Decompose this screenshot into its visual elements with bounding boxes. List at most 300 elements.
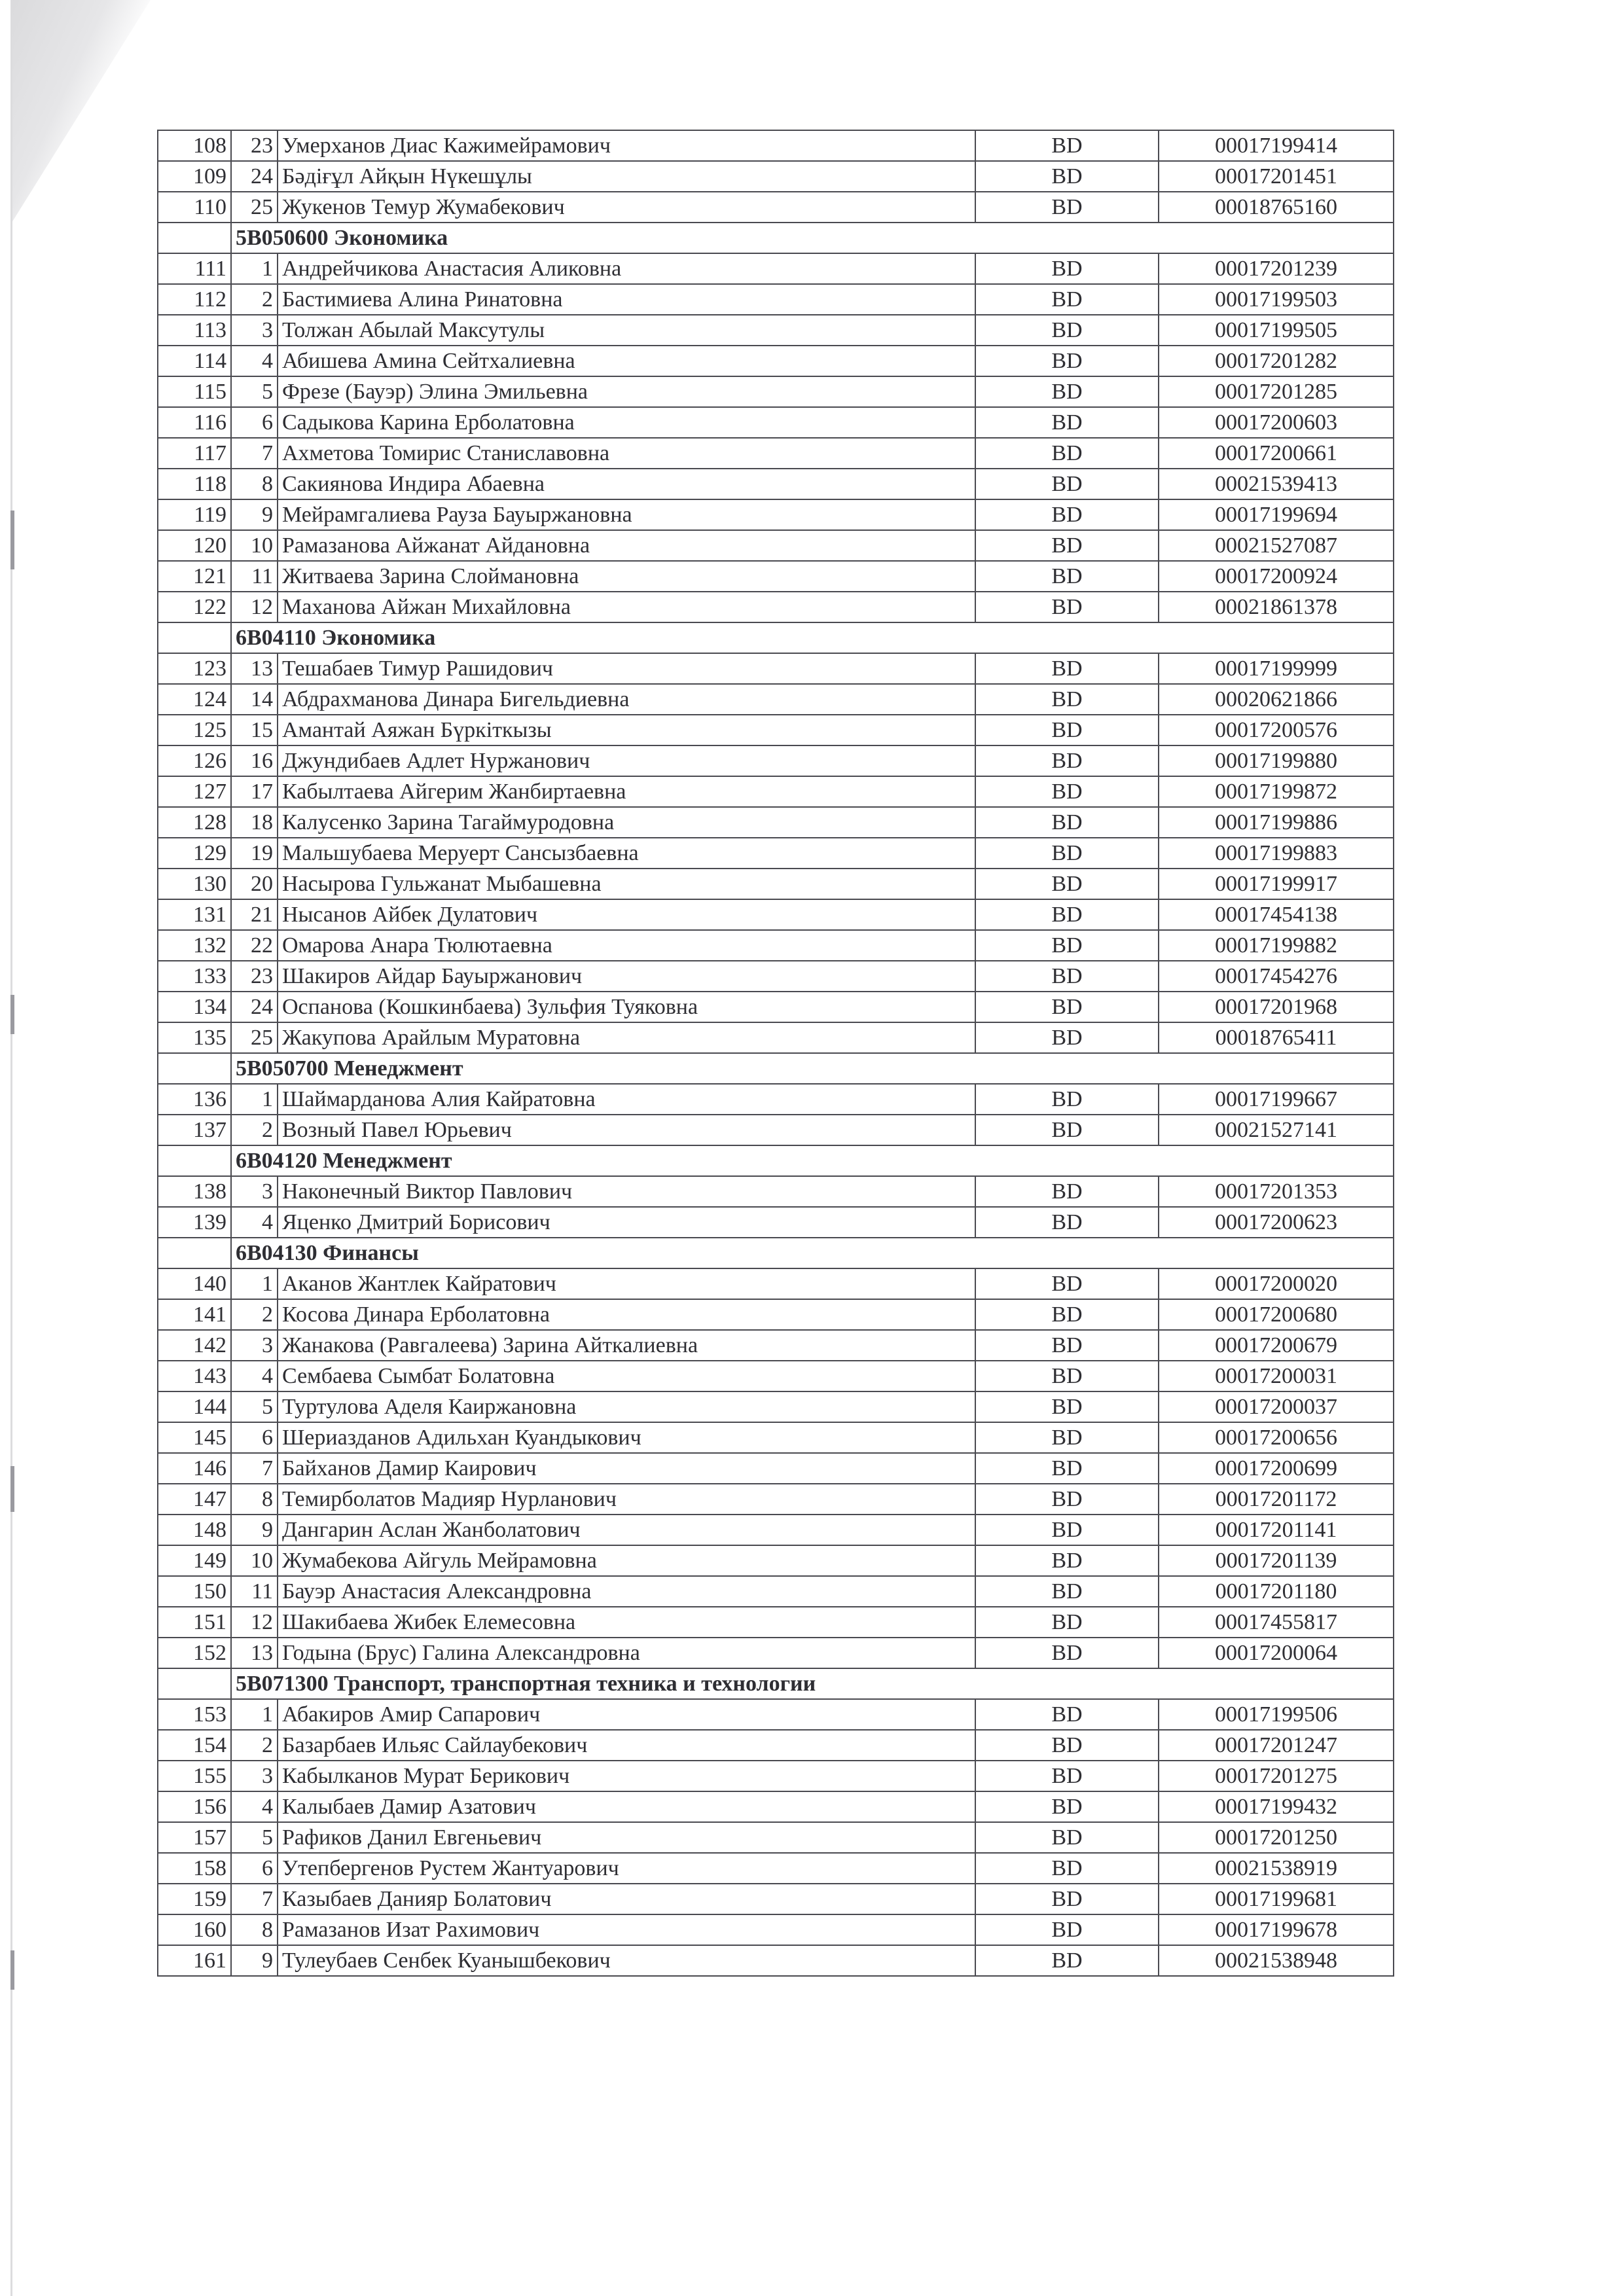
row-index-cell: 138 (158, 1176, 231, 1207)
grant-type-cell: BD (975, 1176, 1159, 1207)
row-index-cell: 109 (158, 161, 231, 192)
certificate-id-cell: 00017201239 (1159, 253, 1394, 284)
group-number-cell: 24 (231, 161, 278, 192)
group-number-cell: 4 (231, 1361, 278, 1391)
row-index-cell: 126 (158, 745, 231, 776)
row-index-cell: 108 (158, 130, 231, 161)
group-number-cell: 8 (231, 469, 278, 499)
row-index-cell: 128 (158, 807, 231, 838)
certificate-id-cell: 00017200924 (1159, 561, 1394, 592)
group-number-cell: 18 (231, 807, 278, 838)
student-name-cell: Маханова Айжан Михайловна (278, 592, 975, 622)
student-name-cell: Туртулова Аделя Каиржановна (278, 1391, 975, 1422)
table-row (158, 438, 1394, 469)
grant-type-cell: BD (975, 745, 1159, 776)
section-header-blank-cell (158, 622, 231, 653)
group-number-cell: 9 (231, 1515, 278, 1545)
table-row (158, 253, 1394, 284)
section-header-row (158, 1668, 1394, 1699)
group-number-cell: 25 (231, 1022, 278, 1053)
row-index-cell: 131 (158, 899, 231, 930)
grant-type-cell: BD (975, 346, 1159, 376)
table-row (158, 930, 1394, 961)
group-number-cell: 10 (231, 530, 278, 561)
group-number-cell: 3 (231, 1761, 278, 1791)
student-name-cell: Бауэр Анастасия Александровна (278, 1576, 975, 1607)
student-name-cell: Амантай Аяжан Бүркіткызы (278, 715, 975, 745)
grant-type-cell: BD (975, 1853, 1159, 1884)
table-row (158, 838, 1394, 869)
row-index-cell: 144 (158, 1391, 231, 1422)
grant-type-cell: BD (975, 807, 1159, 838)
group-number-cell: 2 (231, 284, 278, 315)
certificate-id-cell: 00017199505 (1159, 315, 1394, 346)
group-number-cell: 13 (231, 1638, 278, 1668)
grant-type-cell: BD (975, 838, 1159, 869)
student-name-cell: Калусенко Зарина Тагаймуродовна (278, 807, 975, 838)
row-index-cell: 156 (158, 1791, 231, 1822)
table-row (158, 1545, 1394, 1576)
section-header-blank-cell (158, 1145, 231, 1176)
grant-type-cell: BD (975, 1945, 1159, 1976)
certificate-id-cell: 00017201968 (1159, 992, 1394, 1022)
group-number-cell: 2 (231, 1115, 278, 1145)
student-name-cell: Дангарин Аслан Жанболатович (278, 1515, 975, 1545)
group-number-cell: 13 (231, 653, 278, 684)
table-row (158, 407, 1394, 438)
student-name-cell: Бастимиева Алина Ринатовна (278, 284, 975, 315)
grant-type-cell: BD (975, 1576, 1159, 1607)
grant-type-cell: BD (975, 530, 1159, 561)
row-index-cell: 151 (158, 1607, 231, 1638)
grant-type-cell: BD (975, 684, 1159, 715)
certificate-id-cell: 00017200603 (1159, 407, 1394, 438)
group-number-cell: 5 (231, 376, 278, 407)
group-number-cell: 22 (231, 930, 278, 961)
scan-mark (10, 511, 14, 569)
certificate-id-cell: 00017201141 (1159, 1515, 1394, 1545)
grant-type-cell: BD (975, 1761, 1159, 1791)
student-name-cell: Садыкова Карина Ерболатовна (278, 407, 975, 438)
grant-type-cell: BD (975, 1791, 1159, 1822)
table-row (158, 376, 1394, 407)
row-index-cell: 155 (158, 1761, 231, 1791)
group-number-cell: 9 (231, 1945, 278, 1976)
table-row (158, 1914, 1394, 1945)
group-number-cell: 7 (231, 438, 278, 469)
table-row (158, 592, 1394, 622)
table-row (158, 961, 1394, 992)
grant-type-cell: BD (975, 715, 1159, 745)
student-name-cell: Жумабекова Айгуль Мейрамовна (278, 1545, 975, 1576)
student-name-cell: Утепбергенов Рустем Жантуарович (278, 1853, 975, 1884)
row-index-cell: 132 (158, 930, 231, 961)
student-name-cell: Бәдіғұл Айқын Нүкешұлы (278, 161, 975, 192)
certificate-id-cell: 00017201172 (1159, 1484, 1394, 1515)
table-row (158, 1730, 1394, 1761)
table-row (158, 1791, 1394, 1822)
row-index-cell: 133 (158, 961, 231, 992)
student-name-cell: Годына (Брус) Галина Александровна (278, 1638, 975, 1668)
certificate-id-cell: 00017199678 (1159, 1914, 1394, 1945)
certificate-id-cell: 00017199503 (1159, 284, 1394, 315)
row-index-cell: 152 (158, 1638, 231, 1668)
certificate-id-cell: 00017200623 (1159, 1207, 1394, 1238)
row-index-cell: 125 (158, 715, 231, 745)
certificate-id-cell: 00017201250 (1159, 1822, 1394, 1853)
student-name-cell: Тешабаев Тимур Рашидович (278, 653, 975, 684)
grant-type-cell: BD (975, 1115, 1159, 1145)
grant-type-cell: BD (975, 1545, 1159, 1576)
group-number-cell: 19 (231, 838, 278, 869)
certificate-id-cell: 00017455817 (1159, 1607, 1394, 1638)
student-name-cell: Насырова Гульжанат Мыбашевна (278, 869, 975, 899)
group-number-cell: 6 (231, 407, 278, 438)
row-index-cell: 121 (158, 561, 231, 592)
grant-type-cell: BD (975, 315, 1159, 346)
group-number-cell: 3 (231, 1330, 278, 1361)
table-row (158, 776, 1394, 807)
group-number-cell: 5 (231, 1822, 278, 1853)
group-number-cell: 7 (231, 1453, 278, 1484)
certificate-id-cell: 00021538919 (1159, 1853, 1394, 1884)
section-header-title: 5В050600 Экономика (231, 223, 1394, 253)
certificate-id-cell: 00017199506 (1159, 1699, 1394, 1730)
grant-type-cell: BD (975, 930, 1159, 961)
group-number-cell: 6 (231, 1853, 278, 1884)
row-index-cell: 149 (158, 1545, 231, 1576)
student-name-cell: Аканов Жантлек Кайратович (278, 1268, 975, 1299)
grant-type-cell: BD (975, 1515, 1159, 1545)
row-index-cell: 154 (158, 1730, 231, 1761)
scan-mark (10, 1466, 14, 1512)
student-name-cell: Джундибаев Адлет Нуржанович (278, 745, 975, 776)
grant-type-cell: BD (975, 1607, 1159, 1638)
certificate-id-cell: 00017199414 (1159, 130, 1394, 161)
group-number-cell: 6 (231, 1422, 278, 1453)
grant-type-cell: BD (975, 130, 1159, 161)
certificate-id-cell: 00017199917 (1159, 869, 1394, 899)
group-number-cell: 10 (231, 1545, 278, 1576)
certificate-id-cell: 00017199880 (1159, 745, 1394, 776)
section-header-blank-cell (158, 223, 231, 253)
student-name-cell: Мальшубаева Меруерт Сансызбаевна (278, 838, 975, 869)
group-number-cell: 3 (231, 1176, 278, 1207)
table-row (158, 1484, 1394, 1515)
group-number-cell: 4 (231, 1791, 278, 1822)
certificate-id-cell: 00017200064 (1159, 1638, 1394, 1668)
row-index-cell: 158 (158, 1853, 231, 1884)
section-header-row (158, 1053, 1394, 1084)
row-index-cell: 111 (158, 253, 231, 284)
group-number-cell: 2 (231, 1299, 278, 1330)
row-index-cell: 157 (158, 1822, 231, 1853)
student-name-cell: Калыбаев Дамир Азатович (278, 1791, 975, 1822)
grant-type-cell: BD (975, 1422, 1159, 1453)
student-name-cell: Темирболатов Мадияр Нурланович (278, 1484, 975, 1515)
certificate-id-cell: 00017200680 (1159, 1299, 1394, 1330)
row-index-cell: 141 (158, 1299, 231, 1330)
certificate-id-cell: 00018765160 (1159, 192, 1394, 223)
row-index-cell: 136 (158, 1084, 231, 1115)
row-index-cell: 147 (158, 1484, 231, 1515)
certificate-id-cell: 00021527141 (1159, 1115, 1394, 1145)
student-name-cell: Жанакова (Равгалеева) Зарина Айткалиевна (278, 1330, 975, 1361)
row-index-cell: 142 (158, 1330, 231, 1361)
group-number-cell: 21 (231, 899, 278, 930)
group-number-cell: 23 (231, 130, 278, 161)
grant-type-cell: BD (975, 1084, 1159, 1115)
table-row (158, 899, 1394, 930)
grant-type-cell: BD (975, 438, 1159, 469)
student-name-cell: Рафиков Данил Евгеньевич (278, 1822, 975, 1853)
group-number-cell: 2 (231, 1730, 278, 1761)
row-index-cell: 153 (158, 1699, 231, 1730)
student-name-cell: Сембаева Сымбат Болатовна (278, 1361, 975, 1391)
student-name-cell: Оспанова (Кошкинбаева) Зульфия Туяковна (278, 992, 975, 1022)
table-row (158, 1761, 1394, 1791)
student-name-cell: Сакиянова Индира Абаевна (278, 469, 975, 499)
roster-body (158, 130, 1394, 1976)
row-index-cell: 150 (158, 1576, 231, 1607)
row-index-cell: 145 (158, 1422, 231, 1453)
section-header-blank-cell (158, 1238, 231, 1268)
certificate-id-cell: 00017199999 (1159, 653, 1394, 684)
student-name-cell: Тулеубаев Сенбек Куанышбекович (278, 1945, 975, 1976)
certificate-id-cell: 00021861378 (1159, 592, 1394, 622)
grant-type-cell: BD (975, 592, 1159, 622)
table-row (158, 1207, 1394, 1238)
row-index-cell: 124 (158, 684, 231, 715)
row-index-cell: 143 (158, 1361, 231, 1391)
certificate-id-cell: 00017199883 (1159, 838, 1394, 869)
group-number-cell: 12 (231, 1607, 278, 1638)
certificate-id-cell: 00017199886 (1159, 807, 1394, 838)
certificate-id-cell: 00017200661 (1159, 438, 1394, 469)
group-number-cell: 12 (231, 592, 278, 622)
section-header-row (158, 1238, 1394, 1268)
table-row (158, 1391, 1394, 1422)
section-header-blank-cell (158, 1668, 231, 1699)
certificate-id-cell: 00017200679 (1159, 1330, 1394, 1361)
grant-type-cell: BD (975, 961, 1159, 992)
row-index-cell: 112 (158, 284, 231, 315)
row-index-cell: 115 (158, 376, 231, 407)
grant-type-cell: BD (975, 869, 1159, 899)
student-name-cell: Умерханов Диас Кажимейрамович (278, 130, 975, 161)
student-name-cell: Андрейчикова Анастасия Аликовна (278, 253, 975, 284)
grant-type-cell: BD (975, 653, 1159, 684)
row-index-cell: 123 (158, 653, 231, 684)
certificate-id-cell: 00021538948 (1159, 1945, 1394, 1976)
scan-corner-shadow (0, 0, 157, 236)
grant-type-cell: BD (975, 1330, 1159, 1361)
row-index-cell: 120 (158, 530, 231, 561)
row-index-cell: 119 (158, 499, 231, 530)
section-header-title: 5В071300 Транспорт, транспортная техника и технологии (231, 1668, 1394, 1699)
table-row (158, 992, 1394, 1022)
student-name-cell: Омарова Анара Тюлютаевна (278, 930, 975, 961)
certificate-id-cell: 00018765411 (1159, 1022, 1394, 1053)
group-number-cell: 8 (231, 1914, 278, 1945)
student-name-cell: Кабылтаева Айгерим Жанбиртаевна (278, 776, 975, 807)
group-number-cell: 11 (231, 1576, 278, 1607)
table-row (158, 745, 1394, 776)
row-index-cell: 160 (158, 1914, 231, 1945)
table-row (158, 1699, 1394, 1730)
student-name-cell: Рамазанова Айжанат Айдановна (278, 530, 975, 561)
row-index-cell: 146 (158, 1453, 231, 1484)
section-header-title: 6В04120 Менеджмент (231, 1145, 1394, 1176)
certificate-id-cell: 00017200656 (1159, 1422, 1394, 1453)
certificate-id-cell: 00017199694 (1159, 499, 1394, 530)
section-header-title: 6В04110 Экономика (231, 622, 1394, 653)
table-row (158, 346, 1394, 376)
grant-type-cell: BD (975, 1299, 1159, 1330)
certificate-id-cell: 00017200031 (1159, 1361, 1394, 1391)
section-header-title: 5В050700 Менеджмент (231, 1053, 1394, 1084)
student-name-cell: Мейрамгалиева Рауза Бауыржановна (278, 499, 975, 530)
table-row (158, 1422, 1394, 1453)
student-name-cell: Абдрахманова Динара Бигельдиевна (278, 684, 975, 715)
table-row (158, 1576, 1394, 1607)
certificate-id-cell: 00017200699 (1159, 1453, 1394, 1484)
grant-type-cell: BD (975, 1453, 1159, 1484)
table-row (158, 1515, 1394, 1545)
grant-type-cell: BD (975, 899, 1159, 930)
group-number-cell: 1 (231, 1268, 278, 1299)
certificate-id-cell: 00017454276 (1159, 961, 1394, 992)
grant-type-cell: BD (975, 1022, 1159, 1053)
student-name-cell: Жакупова Арайлым Муратовна (278, 1022, 975, 1053)
grant-type-cell: BD (975, 284, 1159, 315)
grant-type-cell: BD (975, 992, 1159, 1022)
table-row (158, 1268, 1394, 1299)
table-row (158, 561, 1394, 592)
grant-type-cell: BD (975, 1914, 1159, 1945)
student-name-cell: Рамазанов Изат Рахимович (278, 1914, 975, 1945)
table-row (158, 1822, 1394, 1853)
student-name-cell: Казыбаев Данияр Болатович (278, 1884, 975, 1914)
grant-type-cell: BD (975, 499, 1159, 530)
row-index-cell: 116 (158, 407, 231, 438)
certificate-id-cell: 00017199432 (1159, 1791, 1394, 1822)
grant-type-cell: BD (975, 161, 1159, 192)
student-name-cell: Шакиров Айдар Бауыржанович (278, 961, 975, 992)
section-header-blank-cell (158, 1053, 231, 1084)
grant-type-cell: BD (975, 1361, 1159, 1391)
certificate-id-cell: 00017201180 (1159, 1576, 1394, 1607)
row-index-cell: 140 (158, 1268, 231, 1299)
certificate-id-cell: 00021539413 (1159, 469, 1394, 499)
table-row (158, 1330, 1394, 1361)
grant-type-cell: BD (975, 1699, 1159, 1730)
grant-type-cell: BD (975, 561, 1159, 592)
grant-type-cell: BD (975, 1207, 1159, 1238)
certificate-id-cell: 00017199882 (1159, 930, 1394, 961)
group-number-cell: 23 (231, 961, 278, 992)
table-row (158, 530, 1394, 561)
student-name-cell: Житваева Зарина Слоймановна (278, 561, 975, 592)
grant-type-cell: BD (975, 192, 1159, 223)
group-number-cell: 24 (231, 992, 278, 1022)
table-row (158, 1945, 1394, 1976)
student-name-cell: Косова Динара Ерболатовна (278, 1299, 975, 1330)
row-index-cell: 130 (158, 869, 231, 899)
student-name-cell: Фрезе (Бауэр) Элина Эмильевна (278, 376, 975, 407)
group-number-cell: 25 (231, 192, 278, 223)
grant-type-cell: BD (975, 1268, 1159, 1299)
certificate-id-cell: 00017201285 (1159, 376, 1394, 407)
student-roster-table (157, 130, 1394, 1977)
table-row (158, 1361, 1394, 1391)
group-number-cell: 1 (231, 253, 278, 284)
table-row (158, 130, 1394, 161)
student-name-cell: Базарбаев Ильяс Сайлаубекович (278, 1730, 975, 1761)
row-index-cell: 113 (158, 315, 231, 346)
certificate-id-cell: 00017454138 (1159, 899, 1394, 930)
group-number-cell: 1 (231, 1084, 278, 1115)
certificate-id-cell: 00017199872 (1159, 776, 1394, 807)
certificate-id-cell: 00017201275 (1159, 1761, 1394, 1791)
row-index-cell: 118 (158, 469, 231, 499)
grant-type-cell: BD (975, 1638, 1159, 1668)
table-row (158, 807, 1394, 838)
row-index-cell: 161 (158, 1945, 231, 1976)
student-name-cell: Шакибаева Жибек Елемесовна (278, 1607, 975, 1638)
certificate-id-cell: 00017201282 (1159, 346, 1394, 376)
group-number-cell: 3 (231, 315, 278, 346)
grant-type-cell: BD (975, 376, 1159, 407)
table-row (158, 715, 1394, 745)
student-name-cell: Жукенов Темур Жумабекович (278, 192, 975, 223)
group-number-cell: 5 (231, 1391, 278, 1422)
row-index-cell: 114 (158, 346, 231, 376)
certificate-id-cell: 00017200020 (1159, 1268, 1394, 1299)
grant-type-cell: BD (975, 469, 1159, 499)
scan-mark (10, 1950, 14, 1990)
student-name-cell: Наконечный Виктор Павлович (278, 1176, 975, 1207)
table-row (158, 1638, 1394, 1668)
group-number-cell: 15 (231, 715, 278, 745)
table-row (158, 469, 1394, 499)
table-row (158, 161, 1394, 192)
section-header-row (158, 622, 1394, 653)
certificate-id-cell: 00017201353 (1159, 1176, 1394, 1207)
row-index-cell: 137 (158, 1115, 231, 1145)
section-header-row (158, 1145, 1394, 1176)
row-index-cell: 129 (158, 838, 231, 869)
table-row (158, 1176, 1394, 1207)
table-row (158, 653, 1394, 684)
table-row (158, 1453, 1394, 1484)
group-number-cell: 9 (231, 499, 278, 530)
section-header-title: 6В04130 Финансы (231, 1238, 1394, 1268)
grant-type-cell: BD (975, 1484, 1159, 1515)
table-row (158, 1115, 1394, 1145)
group-number-cell: 14 (231, 684, 278, 715)
row-index-cell: 148 (158, 1515, 231, 1545)
student-name-cell: Нысанов Айбек Дулатович (278, 899, 975, 930)
grant-type-cell: BD (975, 1822, 1159, 1853)
grant-type-cell: BD (975, 1391, 1159, 1422)
table-row (158, 1853, 1394, 1884)
row-index-cell: 139 (158, 1207, 231, 1238)
grant-type-cell: BD (975, 1884, 1159, 1914)
table-row (158, 1084, 1394, 1115)
certificate-id-cell: 00017200576 (1159, 715, 1394, 745)
student-name-cell: Шаймарданова Алия Кайратовна (278, 1084, 975, 1115)
